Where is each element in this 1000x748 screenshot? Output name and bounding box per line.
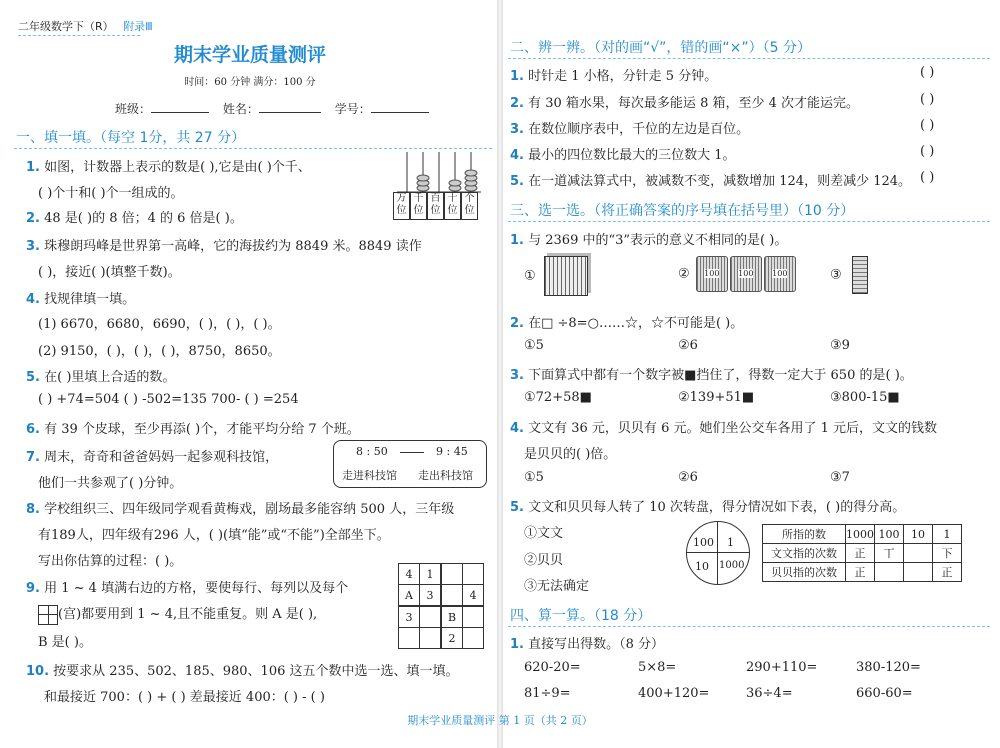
question-10-line2: 和最接近 700：( ) + ( ) 差最接近 400：( ) - ( ) [44,690,325,705]
choice-4-option-1[interactable]: ①5 [524,470,544,485]
abacus-figure [393,150,485,220]
end-time: 9 : 45 [436,445,468,458]
spinner-hline [687,552,749,553]
judge-3: 3. 在数位顺序表中，千位的左边是百位。 [510,122,750,137]
choice-3: 3. 下面算式中都有一个数字被■挡住了，得数一定大于 650 的是( )。 [510,368,913,383]
choice-4-option-2[interactable]: ②6 [678,470,698,485]
choice-5: 5. 文文和贝贝每人转了 10 次转盘，得分情况如下表，( )的得分高。 [510,500,906,515]
choice-4: 4. 文文有 36 元，贝贝有 6 元。她们坐公交车各用了 1 元后，文文的钱数 [510,421,938,436]
question-1-line2: ( )个十和( )个一组成的。 [38,186,184,201]
choice-1: 1. 与 2369 中的“3”表示的意义不相同的是( )。 [510,233,788,248]
question-6: 6. 有 39 个皮球，至少再添( )个，才能平均分给 7 个班。 [26,422,360,437]
choice-2-option-1[interactable]: ①5 [524,338,544,353]
thousand-cube-icon [544,256,588,296]
spinner-figure: 100 1 10 1000 [686,521,750,585]
exam-title: 期末学业质量测评 [173,44,326,66]
choice-5-option-3[interactable]: ③无法确定 [524,579,590,594]
judge-5-answer[interactable]: ( ) [920,170,935,185]
choice-3-option-1[interactable]: ①72+58■ [524,390,592,405]
choice-1-option-2[interactable]: ② 100 100 100 [678,256,796,292]
choice-5-option-2[interactable]: ②贝贝 [524,553,564,568]
question-3: 3. 珠穆朗玛峰是世界第一高峰，它的海拔约为 8849 米。8849 读作 [26,239,422,254]
question-9: 9. 用 1 ~ 4 填满右边的方格，要使每行、每列以及每个 [26,581,349,596]
question-4-line3: (2) 9150，( )，( )，( )，8750，8650。 [38,344,281,359]
section-2-rule [508,58,990,59]
question-4-line2: (1) 6670，6680，6690，( )，( )，( )。 [38,317,281,332]
choice-5-option-1[interactable]: ①文文 [524,526,564,541]
section-4-title: 四、算一算。（18 分） [510,608,652,624]
judge-2-answer[interactable]: ( ) [920,92,935,107]
question-5: 5. 在( )里填上合适的数。 [26,370,176,385]
choice-4-line2: 是贝贝的( )倍。 [524,447,617,462]
question-8-line2: 有189人，四年级有296 人，( )(填“能”或“不能”)全部坐下。 [38,528,390,543]
question-2: 2. 48 是( )的 8 倍；4 的 6 倍是( )。 [26,211,243,226]
judge-5: 5. 在一道减法算式中，被减数不变，减数增加 124，则差减少 124。 [510,174,912,189]
id-field[interactable] [371,112,429,113]
question-7-line2: 他们一共参观了( )分钟。 [38,476,183,491]
name-field[interactable] [259,112,321,113]
right-page [500,0,1000,748]
abacus-labels: 万位 千位 百位 十位 个位 [393,192,478,220]
calc-8: 660-60= [856,686,913,701]
score-table: 所指的数 1000 100 10 1 文文指的次数 正 丅 下 贝贝指的次数 正 正 [762,524,962,582]
section-1-title: 一、填一填。（每空 1分，共 27 分） [16,130,246,146]
book-header [18,18,153,34]
choice-2: 2. 在□ ÷8=○……☆，☆不可能是( )。 [510,316,744,331]
question-5-line2: ( ) +74=504 ( ) -502=135 700- ( ) =254 [38,392,299,407]
time-box [333,440,487,488]
calc-7: 36÷4= [746,686,793,701]
question-3-line2: ( )，接近( )(填整千数)。 [38,265,181,280]
section-4-rule [508,626,990,627]
judge-3-answer[interactable]: ( ) [920,118,935,133]
header-rule [18,35,140,36]
question-1: 1. 如图，计数器上表示的数是( ),它是由( )个千、 [26,160,311,175]
judge-4-answer[interactable]: ( ) [920,144,935,159]
choice-1-option-1[interactable]: ① [524,256,588,296]
choice-3-option-2[interactable]: ②139+51■ [678,390,755,405]
choice-3-option-3[interactable]: ③800-15■ [830,390,900,405]
spinner-vline [717,522,718,584]
choice-2-option-2[interactable]: ②6 [678,338,698,353]
student-info: 班级： 姓名： 学号： [115,100,429,117]
calc-1: 620-20= [524,660,581,675]
calc-2: 5×8= [638,660,677,675]
question-9-line2: (宫)都要用到 1 ~ 4,且不能重复。则 A 是( ), [38,603,317,625]
choice-2-option-3[interactable]: ③9 [830,338,850,353]
appendix-label: 附录Ⅲ [123,20,153,33]
hundred-bundle-icon: 100 [730,256,762,292]
calc-intro: 1. 直接写出得数。（8 分） [510,637,665,652]
question-7: 7. 周末，奇奇和爸爸妈妈一起参观科技馆， [26,450,279,465]
end-caption: 走出科技馆 [418,469,473,482]
ten-rod-icon [852,256,868,294]
class-field[interactable] [151,112,209,113]
question-8: 8. 学校组织三、四年级同学观看黄梅戏，剧场最多能容纳 500 人，三年级 [26,502,455,517]
time-arrow [400,452,424,453]
section-2-title: 二、辨一辨。（对的画“√”，错的画“×”）（5 分） [510,40,812,56]
palace-icon [38,605,58,625]
judge-2: 2. 有 30 箱水果，每次最多能运 8 箱，至少 4 次才能运完。 [510,96,860,111]
question-9-line3: B 是( )。 [38,635,92,650]
sudoku-grid: 4 1 A 3 4 3 B 2 [398,563,484,649]
question-8-line3: 写出你估算的过程：( )。 [38,554,183,569]
page-footer: 期末学业质量测评 第 1 页（共 2 页） [407,714,593,727]
judge-4: 4. 最小的四位数比最大的三位数大 1。 [510,148,736,163]
judge-1-answer[interactable]: ( ) [920,65,935,80]
section-3-rule [508,221,990,222]
section-3-title: 三、选一选。（将正确答案的序号填在括号里）（10 分） [510,203,855,219]
calc-4: 380-120= [856,660,921,675]
calc-3: 290+110= [746,660,818,675]
book-label: 二年级数学下（R） [18,20,114,33]
section-1-rule [14,148,492,149]
start-time: 8 : 50 [356,445,388,458]
question-10: 10. 按要求从 235、502、185、980、106 这五个数中选一选、填一填。 [26,664,459,679]
start-caption: 走进科技馆 [342,469,397,482]
bundle-icons [696,256,796,292]
judge-1: 1. 时针走 1 小格，分针走 5 分钟。 [510,69,718,84]
choice-4-option-3[interactable]: ③7 [830,470,850,485]
calc-6: 400+120= [638,686,710,701]
hundred-bundle-icon: 100 [696,256,728,292]
question-4: 4. 找规律填一填。 [26,292,136,307]
choice-1-option-3[interactable]: ③ [830,256,868,294]
exam-meta: 时间：60 分钟 满分：100 分 [184,77,316,88]
hundred-bundle-icon: 100 [764,256,796,292]
calc-5: 81÷9= [524,686,571,701]
